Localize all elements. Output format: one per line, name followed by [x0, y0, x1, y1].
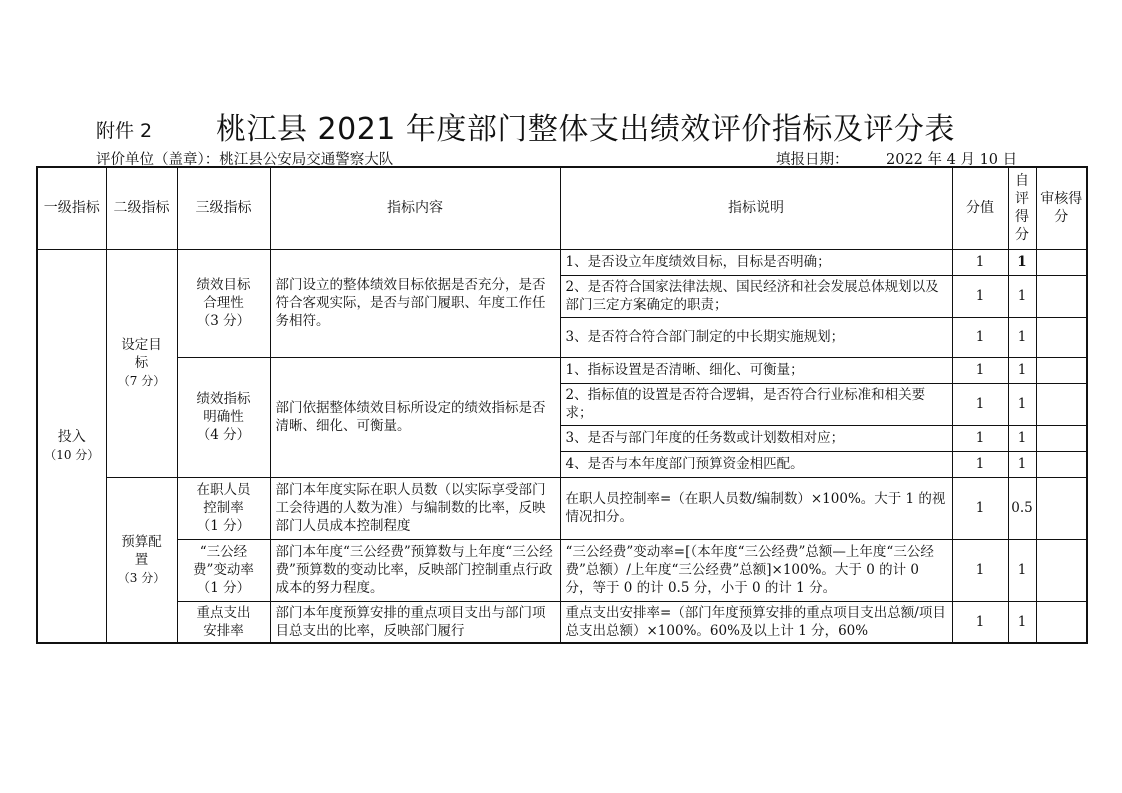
explain-cell: “三公经费”变动率=[（本年度“三公经费”总额—上年度“三公经费”总额）/上年度“三公经费”总额]×100%。大于 0 的计 0 分，等于 0 的计 0.5 分，小于 0 的计 1 分。 — [560, 539, 952, 601]
review-score-cell — [1036, 383, 1087, 425]
review-score-cell — [1036, 357, 1087, 383]
col-level1: 一级指标 — [37, 167, 106, 249]
evaluation-table — [36, 166, 1088, 644]
evaluation-unit: 评价单位（盖章）：桃江县公安局交通警察大队 — [96, 152, 394, 168]
level3-cell — [177, 477, 270, 539]
header-row — [37, 167, 1087, 249]
level3-points: （4 分） — [196, 427, 251, 443]
level3-points: （3 分） — [196, 313, 251, 329]
page-title: 桃江县 2021 年度部门整体支出绩效评价指标及评分表 — [216, 112, 955, 147]
self-score-cell: 1 — [1008, 249, 1036, 275]
attachment-label: 附件 2 — [96, 120, 153, 142]
self-score-cell: 1 — [1008, 425, 1036, 451]
self-score-cell: 1 — [1008, 357, 1036, 383]
level2-points: （3 分） — [117, 570, 166, 585]
review-score-cell — [1036, 451, 1087, 477]
content-cell: 部门设立的整体绩效目标依据是否充分，是否符合客观实际，是否与部门履职、年度工作任务相符。 — [270, 249, 560, 357]
level2-cell-budget — [106, 477, 177, 643]
explain-text: 重点支出安排率=（部门年度预算安排的重点项目支出总额/项目总支出总额）×100%。60%及以上计 1 分，60% — [565, 604, 946, 639]
self-score-cell: 1 — [1008, 539, 1036, 601]
col-level3: 三级指标 — [177, 167, 270, 249]
level1-name: 投入 — [57, 428, 86, 445]
title-row — [96, 104, 1056, 147]
score-cell: 1 — [952, 357, 1008, 383]
review-score-cell — [1036, 601, 1087, 643]
level3-name: “三公经费”变动率 — [193, 544, 254, 578]
level2-name: 预算配置 — [121, 533, 162, 568]
self-score-cell: 1 — [1008, 275, 1036, 317]
explain-cell — [560, 601, 952, 643]
date-value: 2022 年 4 月 10 日 — [886, 152, 1018, 168]
explain-cell: 3、是否与部门年度的任务数或计划数相对应； — [560, 425, 952, 451]
col-explain: 指标说明 — [560, 167, 952, 249]
review-score-cell — [1036, 249, 1087, 275]
level1-cell — [37, 249, 106, 643]
table-row — [37, 249, 1087, 275]
score-cell: 1 — [952, 601, 1008, 643]
explain-cell: 2、指标值的设置是否符合逻辑，是否符合行业标准和相关要求； — [560, 383, 952, 425]
col-score: 分值 — [952, 167, 1008, 249]
level3-cell — [177, 601, 270, 643]
self-score-cell: 1 — [1008, 383, 1036, 425]
level1-points: （10 分） — [44, 447, 100, 462]
date-label: 填报日期： — [776, 152, 849, 168]
table-row — [37, 477, 1087, 539]
content-text: 部门本年度预算安排的重点项目支出与部门项目总支出的比率，反映部门履行 — [275, 604, 546, 639]
table-row — [37, 601, 1087, 643]
level3-cell — [177, 539, 270, 601]
score-cell: 1 — [952, 275, 1008, 317]
content-cell: 部门依据整体绩效目标所设定的绩效指标是否清晰、细化、可衡量。 — [270, 357, 560, 477]
explain-cell: 2、是否符合国家法律法规、国民经济和社会发展总体规划以及部门三定方案确定的职责； — [560, 275, 952, 317]
content-cell: 部门本年度实际在职人员数（以实际享受部门工会待遇的人数为准）与编制数的比率，反映部门人员成本控制程度 — [270, 477, 560, 539]
score-cell: 1 — [952, 249, 1008, 275]
content-cell — [270, 601, 560, 643]
self-score-cell: 1 — [1008, 601, 1036, 643]
explain-cell: 1、指标设置是否清晰、细化、可衡量； — [560, 357, 952, 383]
level3-points: （1 分） — [196, 518, 251, 534]
score-cell: 1 — [952, 425, 1008, 451]
self-score-cell: 0.5 — [1008, 477, 1036, 539]
level2-points: （7 分） — [117, 374, 166, 388]
explain-cell: 3、是否符合符合部门制定的中长期实施规划； — [560, 317, 952, 357]
table-row — [37, 357, 1087, 383]
level2-cell-target — [106, 249, 177, 477]
score-cell: 1 — [952, 317, 1008, 357]
col-self-score: 自评得分 — [1008, 167, 1036, 249]
score-cell: 1 — [952, 451, 1008, 477]
level3-cell — [177, 249, 270, 357]
review-score-cell — [1036, 317, 1087, 357]
review-score-cell — [1036, 425, 1087, 451]
score-cell: 1 — [952, 477, 1008, 539]
level2-name: 设定目标 — [121, 337, 162, 371]
level3-name: 绩效指标明确性 — [196, 391, 251, 425]
review-score-cell — [1036, 477, 1087, 539]
score-cell: 1 — [952, 539, 1008, 601]
level3-name: 绩效目标合理性 — [196, 277, 251, 311]
review-score-cell — [1036, 275, 1087, 317]
score-cell: 1 — [952, 383, 1008, 425]
level3-cell — [177, 357, 270, 477]
content-cell: 部门本年度“三公经费”预算数与上年度“三公经费”预算数的变动比率，反映部门控制重点行政成本的努力程度。 — [270, 539, 560, 601]
level3-name: 在职人员控制率 — [196, 482, 251, 516]
self-score-cell: 1 — [1008, 317, 1036, 357]
review-score-cell — [1036, 539, 1087, 601]
level3-name: 重点支出安排率 — [196, 604, 251, 639]
col-review-score: 审核得分 — [1036, 167, 1087, 249]
explain-cell: 4、是否与本年度部门预算资金相匹配。 — [560, 451, 952, 477]
col-level2: 二级指标 — [106, 167, 177, 249]
level3-points: （1 分） — [196, 580, 251, 596]
explain-cell: 1、是否设立年度绩效目标，目标是否明确； — [560, 249, 952, 275]
self-score-cell: 1 — [1008, 451, 1036, 477]
explain-cell: 在职人员控制率=（在职人员数/编制数）×100%。大于 1 的视情况扣分。 — [560, 477, 952, 539]
col-content: 指标内容 — [270, 167, 560, 249]
table-row — [37, 539, 1087, 601]
